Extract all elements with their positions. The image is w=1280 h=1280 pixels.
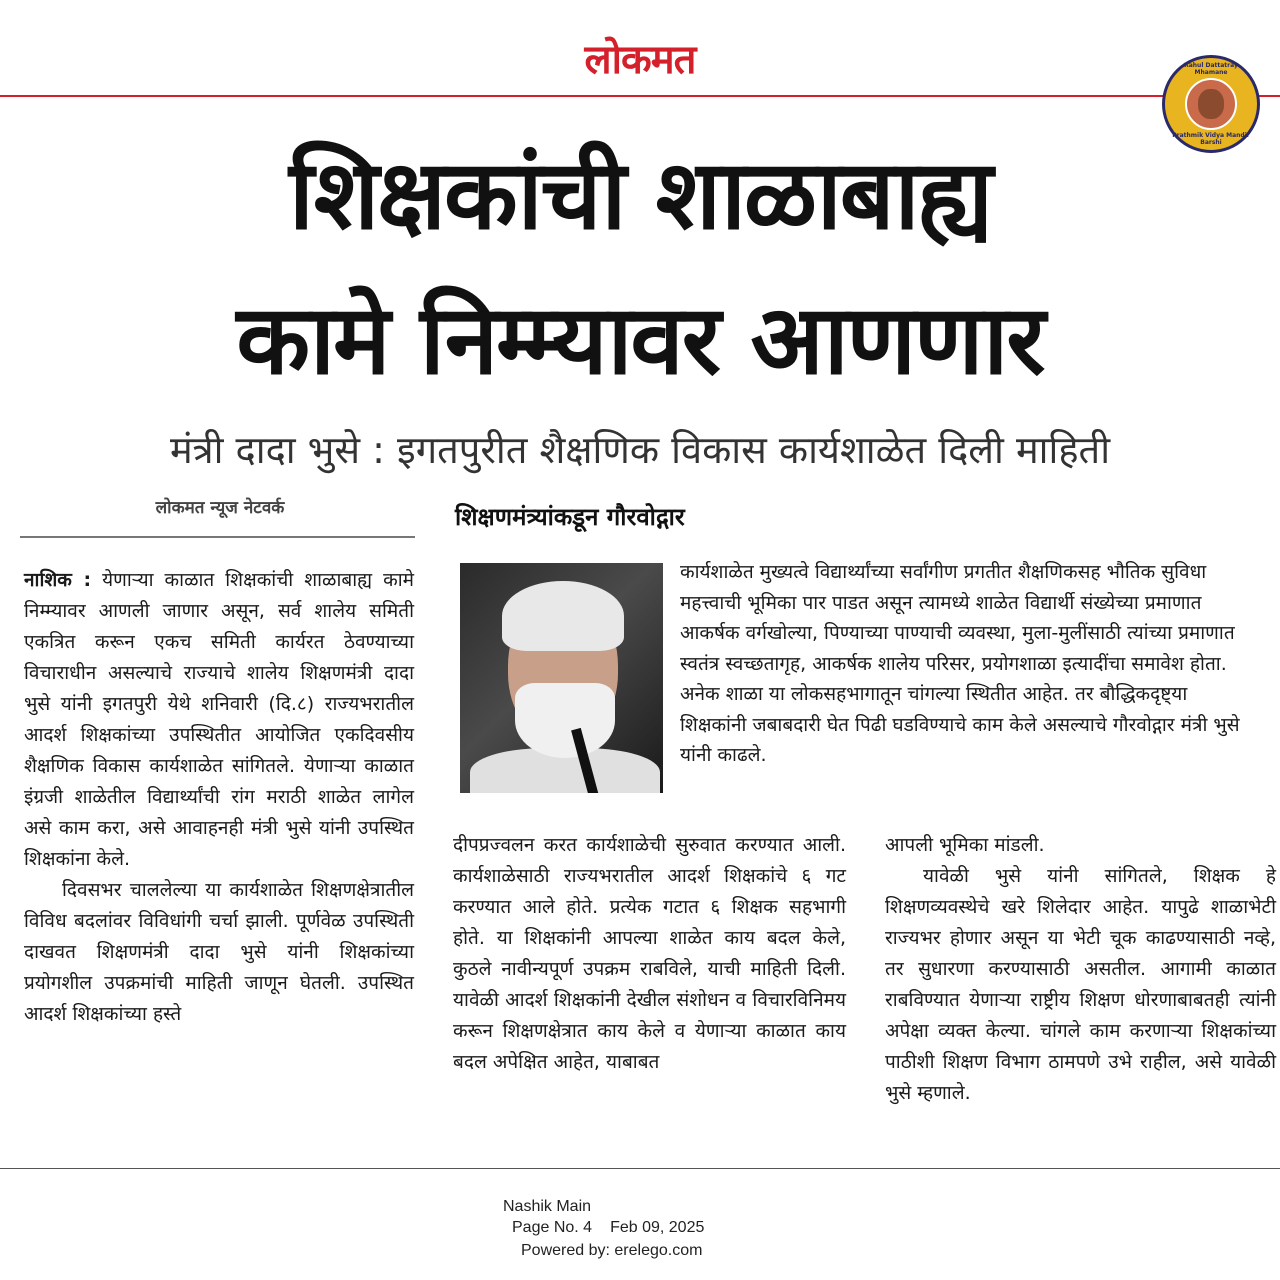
byline: लोकमत न्यूज नेटवर्क [155, 498, 285, 518]
box-title: शिक्षणमंत्र्यांकडून गौरवोद्गार [455, 503, 685, 531]
avatar [1185, 78, 1237, 130]
masthead-rule [0, 95, 1280, 97]
article-paragraph: दिवसभर चाललेल्या या कार्यशाळेत शिक्षणक्षेत्रातील विविध बदलांवर विविधांगी चर्चा झाली. पूर्णवेळ उपस्थिती दाखवत शिक्षणमंत्री दादा भुसे यांनी शिक्षकांच्या प्रयोगशील उपक्रमांची माहिती जाणून घेतली. उपस्थित आदर्श शिक्षकांच्या हस्ते [24, 879, 414, 1025]
subheadline: मंत्री दादा भुसे : इगतपुरीत शैक्षणिक विकास कार्यशाळेत दिली माहिती [169, 428, 1111, 472]
box-text: कार्यशाळेत मुख्यत्वे विद्यार्थ्यांच्या सर्वांगीण प्रगतीत शैक्षणिकसह भौतिक सुविधा महत्त्वाची भूमिका पार पाडत असून त्यामध्ये शाळेत विद्यार्थी संख्येच्या प्रमाणात आकर्षक वर्गखोल्या, पिण्याच्या पाण्याची व्यवस्था, मुला-मुलींसाठी त्यांच्या प्रमाणात स्वतंत्र स्वच्छतागृह, आकर्षक शालेय परिसर, प्रयोगशाळा इत्यादींचा समावेश होता. अनेक शाळा या लोकसहभागातून चांगल्या स्थितीत आहेत. तर बौद्धिकदृष्ट्या शिक्षकांनी जबाबदारी घेत पिढी घडविण्याचे काम केले असल्याचे गौरवोद्गार मंत्री भुसे यांनी काढले. [680, 561, 1240, 766]
footer-page-info [512, 1217, 704, 1239]
dateline-place: नाशिक : [24, 569, 92, 591]
article-paragraph: यावेळी भुसे यांनी सांगितले, शिक्षक हे शिक्षणव्यवस्थेचे खरे शिलेदार आहेत. यापुढे शाळाभेटी राज्यभर होणार असून या भेटी चूक काढण्यासाठी नव्हे, तर सुधारणा करण्यासाठी असतील. आगामी काळात राबविण्यात येणाऱ्या राष्ट्रीय शिक्षण धोरणाबाबतही त्यांनी अपेक्षा व्यक्त केल्या. चांगले काम करणाऱ्या शिक्षकांच्या पाठीशी शिक्षण विभाग ठामपणे उभे राहील, असे यावेळी भुसे म्हणाले. [885, 865, 1276, 1104]
footer-divider [0, 1168, 1280, 1169]
article-column-1 [24, 565, 414, 1030]
headline-line-2: कामे निम्म्यावर आणणार [236, 284, 1044, 396]
minister-photo [460, 563, 663, 793]
footer-page: Page No. 4 [512, 1219, 593, 1236]
article-paragraph: येणाऱ्या काळात शिक्षकांची शाळाबाह्य कामे निम्म्यावर आणली जाणार असून, सर्व शालेय समिती एकत्रित करून एकच समिती कार्यरत ठेवण्याच्या विचाराधीन असल्याचे राज्याचे शालेय शिक्षणमंत्री दादा भुसे यांनी इगतपुरी येथे शनिवारी (दि.८) राज्यभरातील आदर्श शिक्षकांच्या उपस्थितीत आयोजित एकदिवसीय शैक्षणिक विकास कार्यशाळेत सांगितले. येणाऱ्या काळात इंग्रजी शाळेतील विद्यार्थ्यांची रांग मराठी शाळेत लागेल असे काम करा, असे आवाहनही मंत्री भुसे यांनी उपस्थित शिक्षकांना केले. [24, 569, 414, 870]
footer-edition: Nashik Main [503, 1198, 592, 1215]
masthead-logo: लोकमत [584, 37, 696, 83]
byline-divider [20, 536, 415, 538]
footer-date: Feb 09, 2025 [610, 1219, 705, 1236]
article-paragraph: आपली भूमिका मांडली. [885, 834, 1045, 856]
article-column-3 [885, 830, 1276, 1109]
article-paragraph: दीपप्रज्वलन करत कार्यशाळेची सुरुवात करण्यात आली. कार्यशाळेसाठी राज्यभरातील आदर्श शिक्षकांचे ६ गट करण्यात आले होते. प्रत्येक गटात ६ शिक्षक सहभागी होते. या शिक्षकांनी आपल्या शाळेत काय बदल केले, कुठले नावीन्यपूर्ण उपक्रम राबविले, याची माहिती दिली. यावेळी आदर्श शिक्षकांनी देखील संशोधन व विचारविनिमय करून शिक्षणक्षेत्रात काय केले व येणाऱ्या काळात काय बदल अपेक्षित आहेत, याबाबत [453, 834, 846, 1073]
headline-line-1: शिक्षकांची शाळाबाह्य [288, 139, 991, 251]
footer-powered-by: Powered by: erelego.com [521, 1242, 703, 1259]
badge-name: Rahul Dattatray Mhamane [1184, 62, 1238, 76]
article-column-2 [453, 830, 846, 1078]
badge-school: Prathmik Vidya Mandir Barshi [1172, 132, 1250, 146]
